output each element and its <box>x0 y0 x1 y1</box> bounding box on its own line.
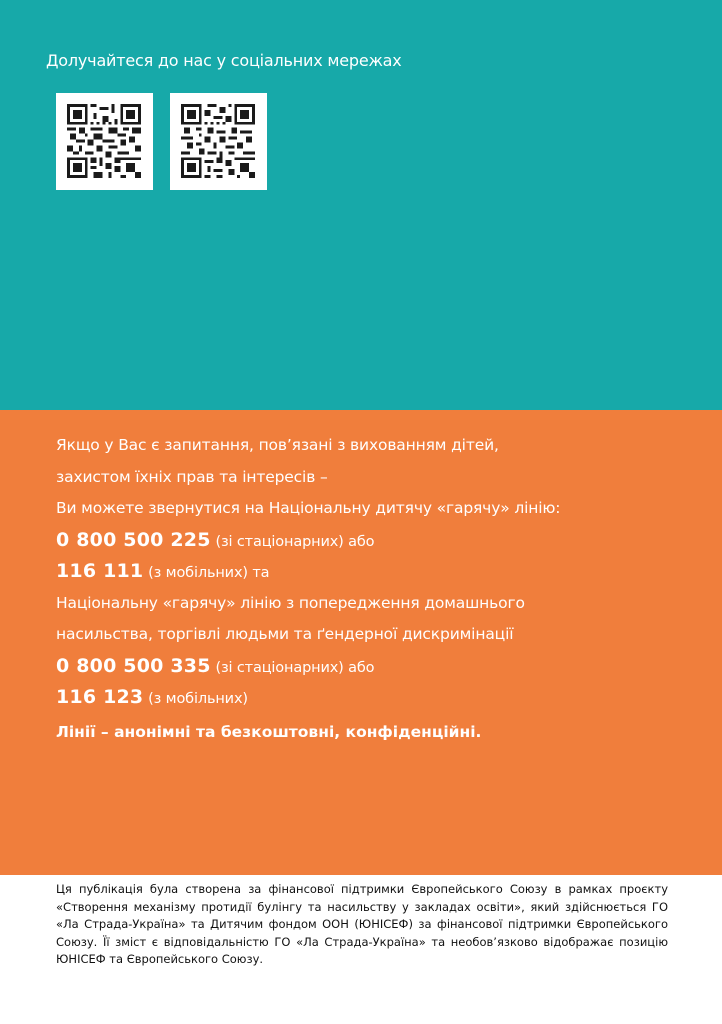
hotline-4-note: (з мобільних) <box>148 691 248 707</box>
disclaimer-text: Ця публікація була створена за фінансової підтримки Європейського Союзу в рамках проєкту «Створення механізму протидії булінгу та насильству у закладах освіти», який здійснюється ГО «Ла Страда-Україна» та Дитячим фондом ООН (ЮНІСЕФ) за фінансової підтримки Європейського Союзу. Її зміст є відповідальністю ГО «Ла Страда-Україна» та необов’язково відображає позицію ЮНІСЕФ та Європейського Союзу. <box>56 882 668 966</box>
hotline-final-note: Лінії – анонімні та безкоштовні, конфіденційні. <box>56 722 482 741</box>
hotline-info <box>56 430 696 746</box>
info-line-4: Національну «гарячу» лінію з попередження домашнього <box>56 593 525 612</box>
info-line-2: захистом їхніх прав та інтересів – <box>56 467 328 486</box>
qr-code-2[interactable] <box>170 93 267 190</box>
hotline-1 <box>56 525 696 557</box>
info-line-3: Ви можете звернутися на Національну дитячу «гарячу» лінію: <box>56 499 561 517</box>
qr-code-icon <box>67 104 141 178</box>
hotline-3-number[interactable]: 0 800 500 335 <box>56 654 211 677</box>
hotline-4-number[interactable]: 116 123 <box>56 686 144 708</box>
hotline-4 <box>56 682 696 714</box>
social-section <box>0 0 722 410</box>
hotline-1-number[interactable]: 0 800 500 225 <box>56 528 211 551</box>
hotline-1-note: (зі стаціонарних) або <box>215 533 375 550</box>
qr-code-1[interactable] <box>56 93 153 190</box>
hotline-3-note: (зі стаціонарних) або <box>215 659 375 676</box>
hotline-3 <box>56 651 696 683</box>
hotline-2-number[interactable]: 116 111 <box>56 560 144 582</box>
info-line-5: насильства, торгівлі людьми та ґендерної дискримінації <box>56 625 514 643</box>
social-heading: Долучайтеся до нас у соціальних мережах <box>46 51 402 70</box>
hotline-2-note: (з мобільних) та <box>148 565 270 581</box>
qr-code-icon <box>181 104 255 178</box>
hotline-2 <box>56 556 696 588</box>
info-line-1: Якщо у Вас є запитання, пов’язані з вихованням дітей, <box>56 436 499 454</box>
